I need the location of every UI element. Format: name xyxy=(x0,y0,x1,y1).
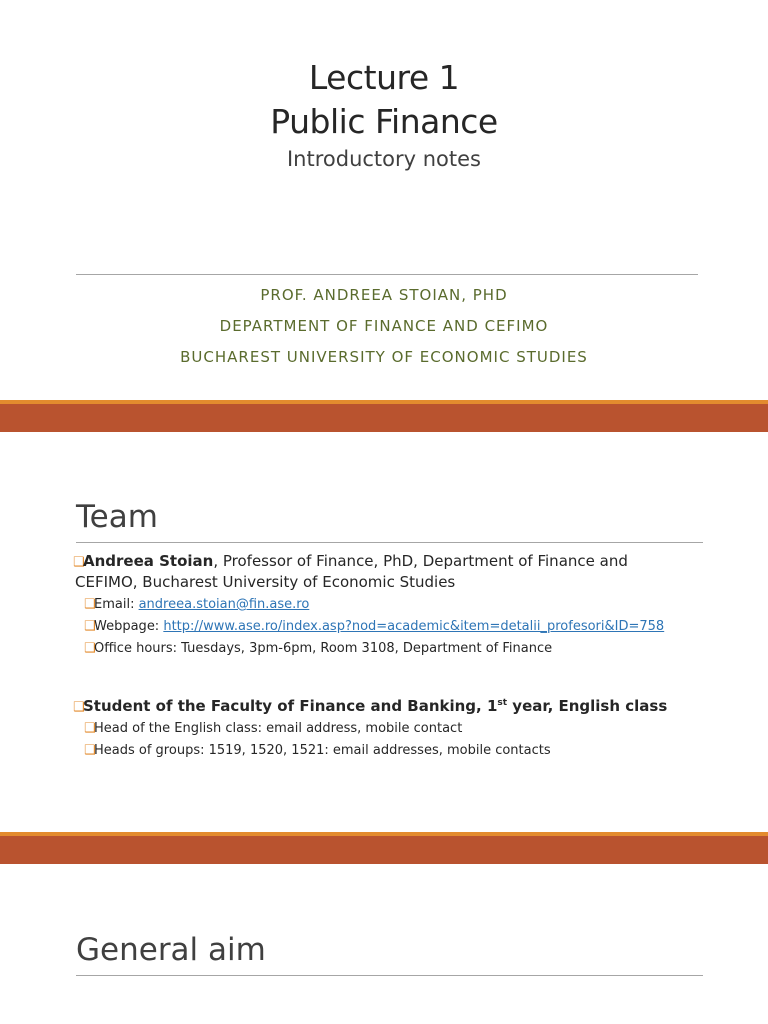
title-divider xyxy=(76,274,698,275)
author-university: BUCHAREST UNIVERSITY OF ECONOMIC STUDIES xyxy=(180,348,588,366)
course-title: Public Finance xyxy=(270,102,498,141)
class-head-text: Head of the English class: email address, mobile contact xyxy=(94,721,463,736)
title-slide xyxy=(0,0,768,398)
hollow-square-bullet-icon: ❑ xyxy=(84,743,96,758)
author-name: PROF. ANDREEA STOIAN, PHD xyxy=(260,286,508,304)
students-text-b: year, English class xyxy=(507,697,668,715)
email-label: Email: xyxy=(94,597,139,612)
general-aim-divider xyxy=(76,975,703,976)
team-heading: Team xyxy=(76,499,158,535)
webpage-label: Webpage: xyxy=(94,619,164,634)
hollow-square-bullet-icon: ❑ xyxy=(84,641,96,656)
hollow-square-bullet-icon: ❑ xyxy=(84,619,96,634)
hollow-square-bullet-icon: ❑ xyxy=(84,597,96,612)
author-department: DEPARTMENT OF FINANCE AND CEFIMO xyxy=(219,317,549,335)
hollow-square-bullet-icon: ❑ xyxy=(84,721,96,736)
general-aim-heading: General aim xyxy=(76,932,266,968)
group-heads-text: Heads of groups: 1519, 1520, 1521: email addresses, mobile contacts xyxy=(94,743,551,758)
slide-subtitle: Introductory notes xyxy=(286,147,481,171)
team-item-instructor xyxy=(73,551,693,573)
email-link[interactable]: andreea.stoian@fin.ase.ro xyxy=(138,597,310,612)
hollow-square-bullet-icon: ❑ xyxy=(73,555,85,570)
hollow-square-bullet-icon: ❑ xyxy=(73,700,85,715)
students-text-a: Student of the Faculty of Finance and Banking, 1 xyxy=(83,697,498,715)
instructor-description-line2: CEFIMO, Bucharest University of Economic Studies xyxy=(75,573,456,591)
team-item-students xyxy=(73,696,693,718)
instructor-name: Andreea Stoian xyxy=(83,552,214,570)
email-item xyxy=(84,596,309,614)
instructor-description: , Professor of Finance, PhD, Department of Finance and xyxy=(213,552,628,570)
office-hours-text: Office hours: Tuesdays, 3pm-6pm, Room 3108, Department of Finance xyxy=(94,641,553,656)
team-divider xyxy=(76,542,703,543)
lecture-title: Lecture 1 xyxy=(308,58,460,97)
slide-separator-band xyxy=(0,400,768,432)
class-head-item xyxy=(84,720,462,738)
office-hours-item xyxy=(84,640,552,658)
webpage-link[interactable]: http://www.ase.ro/index.asp?nod=academic&item=detalii_profesori&ID=758 xyxy=(163,619,665,634)
group-heads-item xyxy=(84,742,551,760)
band-highlight xyxy=(0,832,768,836)
webpage-item xyxy=(84,618,664,636)
students-text-sup: st xyxy=(497,698,508,708)
slide-separator-band xyxy=(0,832,768,864)
band-highlight xyxy=(0,400,768,404)
